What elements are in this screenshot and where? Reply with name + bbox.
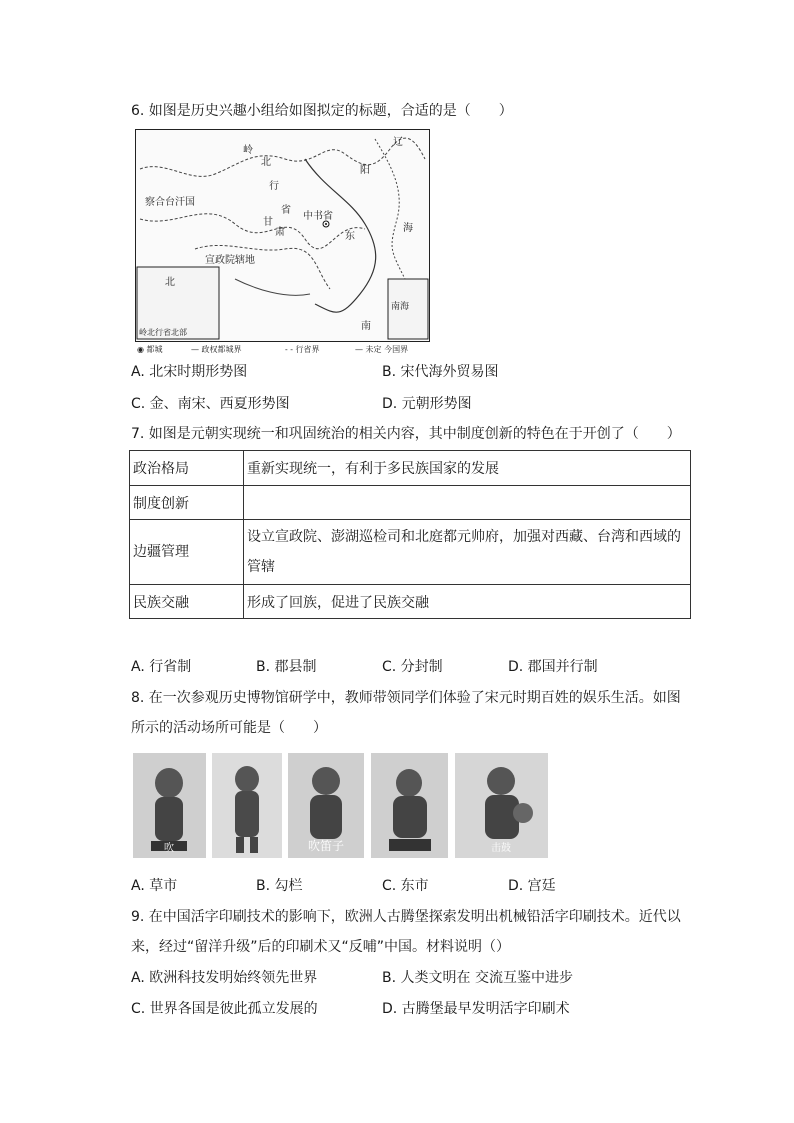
legend-modern: — 未定 今国界 <box>355 345 409 354</box>
q7-option-c[interactable]: C. 分封制 <box>382 659 443 675</box>
table-cell-value <box>244 486 691 520</box>
map-label-nan: 南 <box>361 321 371 332</box>
figurine-photo <box>212 753 282 858</box>
figurine-photo <box>288 753 364 858</box>
q7-option-b[interactable]: B. 郡县制 <box>256 659 317 675</box>
q7-option-a[interactable]: A. 行省制 <box>131 659 192 675</box>
table-cell-label: 制度创新 <box>130 486 244 520</box>
map-label-chahetai: 察合台汗国 <box>145 197 195 208</box>
map-label-xuanzheng: 宣政院辖地 <box>205 255 255 266</box>
q7-table <box>129 450 691 619</box>
figure-caption: 击鼓 <box>491 843 511 854</box>
figurine-photo <box>455 753 548 858</box>
map-label-gan: 甘 <box>263 217 273 228</box>
table-row <box>130 520 691 585</box>
table-row <box>130 585 691 619</box>
table-cell-label: 民族交融 <box>130 585 244 619</box>
map-label-hang: 行 <box>269 181 279 192</box>
table-cell-value: 设立宣政院、澎湖巡检司和北庭都元帅府，加强对西藏、台湾和西域的管辖 <box>244 520 691 585</box>
q8-option-b[interactable]: B. 勾栏 <box>256 878 303 894</box>
q8-stem-line1: 8. 在一次参观历史博物馆研学中，教师带领同学们体验了宋元时期百姓的娱乐生活。如图 <box>131 690 681 706</box>
map-label-hai: 海 <box>403 223 413 234</box>
q8-option-d[interactable]: D. 宫廷 <box>508 878 556 894</box>
q6-option-c[interactable]: C. 金、南宋、西夏形势图 <box>131 396 290 412</box>
table-cell-label: 边疆管理 <box>130 520 244 585</box>
map-label-su: 肃 <box>275 227 285 238</box>
figurine-photo <box>371 753 448 858</box>
q9-option-c[interactable]: C. 世界各国是彼此孤立发展的 <box>131 1001 318 1017</box>
map-label-zhongshu: 中书省 <box>303 211 333 222</box>
map-label-ling: 岭 <box>243 145 253 156</box>
q6-option-a[interactable]: A. 北宋时期形势图 <box>131 364 248 380</box>
legend-border: — 政权都城界 <box>191 345 242 354</box>
q8-stem-line2: 所示的活动场所可能是（ ） <box>131 720 327 736</box>
map-label-dong: 东 <box>345 231 355 242</box>
map-label-liao: 辽 <box>393 137 403 148</box>
table-cell-label: 政治格局 <box>130 451 244 486</box>
map-label-bei: 北 <box>261 157 271 168</box>
q7-option-d[interactable]: D. 郡国并行制 <box>508 659 598 675</box>
table-cell-value: 重新实现统一，有利于多民族国家的发展 <box>244 451 691 486</box>
q8-figure-strip <box>133 753 548 858</box>
legend-capital: ◉ 都城 <box>137 345 163 354</box>
q9-stem-line2: 来，经过“留洋升级”后的印刷术又“反哺”中国。材料说明（） <box>131 939 511 955</box>
q8-option-c[interactable]: C. 东市 <box>382 878 429 894</box>
q6-option-b[interactable]: B. 宋代海外贸易图 <box>382 364 499 380</box>
map-label-sheng: 省 <box>281 205 291 216</box>
map-label-inset-left: 岭北行省北部 <box>139 328 187 337</box>
legend-province: - - 行省界 <box>285 345 320 354</box>
map-label-yang: 阳 <box>360 165 370 176</box>
q6-option-d[interactable]: D. 元朝形势图 <box>382 396 472 412</box>
table-row <box>130 451 691 486</box>
q7-stem: 7. 如图是元朝实现统一和巩固统治的相关内容，其中制度创新的特色在于开创了（ ） <box>131 426 681 442</box>
q9-option-d[interactable]: D. 古腾堡最早发明活字印刷术 <box>382 1001 570 1017</box>
map-label-inset-right: 南海 <box>391 302 410 312</box>
yuan-dynasty-map <box>135 129 430 355</box>
q6-stem: 6. 如图是历史兴趣小组给如图拟定的标题，合适的是（ ） <box>131 103 513 119</box>
figure-caption: 吹 <box>164 843 174 854</box>
q9-option-a[interactable]: A. 欧洲科技发明始终领先世界 <box>131 970 318 986</box>
q9-stem-line1: 9. 在中国活字印刷技术的影响下，欧洲人古腾堡探索发明出机械铅活字印刷技术。近代以 <box>131 909 681 925</box>
q9-option-b[interactable]: B. 人类文明在 交流互鉴中进步 <box>382 970 573 986</box>
table-cell-value: 形成了回族，促进了民族交融 <box>244 585 691 619</box>
map-label-inset-bei: 北 <box>165 277 175 288</box>
table-row <box>130 486 691 520</box>
q8-option-a[interactable]: A. 草市 <box>131 878 178 894</box>
figurine-photo <box>133 753 206 858</box>
figure-caption: 吹笛子 <box>307 839 345 853</box>
